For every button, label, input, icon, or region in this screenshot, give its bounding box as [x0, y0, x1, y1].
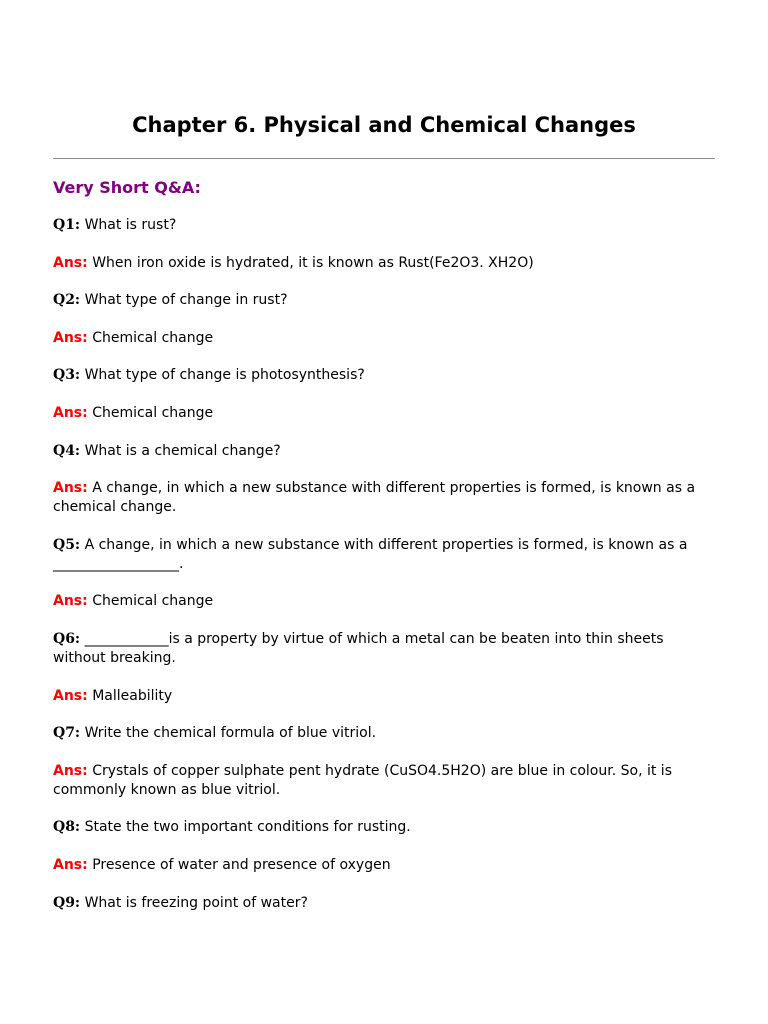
question-item — [53, 818, 715, 837]
answer-item — [53, 687, 715, 706]
question-text: What is freezing point of water? — [84, 894, 308, 911]
answer-text: Malleability — [92, 687, 173, 704]
answer-text: Chemical change — [92, 329, 214, 346]
question-item — [53, 536, 715, 574]
question-text: A change, in which a new substance with different properties is formed, is known as a __________________. — [53, 536, 688, 572]
question-label: Q8: — [53, 819, 81, 836]
question-text: What is a chemical change? — [84, 442, 281, 459]
question-item — [53, 216, 715, 235]
question-label: Q3: — [53, 367, 81, 384]
answer-label: Ans: — [53, 762, 88, 779]
question-label: Q9: — [53, 894, 81, 911]
question-label: Q6: — [53, 630, 81, 647]
answer-text: When iron oxide is hydrated, it is known as Rust(Fe2O3. XH2O) — [92, 254, 534, 271]
answer-label: Ans: — [53, 329, 88, 346]
question-label: Q5: — [53, 536, 81, 553]
question-text: Write the chemical formula of blue vitriol. — [84, 725, 377, 742]
answer-label: Ans: — [53, 404, 88, 421]
section-heading: Very Short Q&A: — [53, 178, 201, 197]
question-label: Q2: — [53, 292, 81, 309]
question-text: ____________is a property by virtue of which a metal can be beaten into thin sheets without breaking. — [53, 630, 664, 666]
answer-item — [53, 479, 715, 517]
answer-text: Crystals of copper sulphate pent hydrate (CuSO4.5H2O) are blue in colour. So, it is commonly known as blue vitriol. — [53, 762, 672, 798]
question-item — [53, 442, 715, 461]
question-text: What type of change in rust? — [84, 292, 288, 309]
answer-label: Ans: — [53, 593, 88, 610]
question-item — [53, 630, 715, 668]
question-item — [53, 366, 715, 385]
answer-item — [53, 592, 715, 611]
title-divider — [53, 158, 715, 159]
answer-label: Ans: — [53, 254, 88, 271]
question-item — [53, 724, 715, 743]
question-item — [53, 894, 715, 913]
answer-text: Chemical change — [92, 404, 214, 421]
answer-text: A change, in which a new substance with different properties is formed, is known as a chemical change. — [53, 480, 696, 516]
qa-list — [53, 216, 715, 931]
answer-label: Ans: — [53, 687, 88, 704]
question-label: Q7: — [53, 725, 81, 742]
answer-item — [53, 254, 715, 273]
question-item — [53, 291, 715, 310]
question-label: Q4: — [53, 442, 81, 459]
answer-label: Ans: — [53, 480, 88, 497]
answer-label: Ans: — [53, 856, 88, 873]
answer-item — [53, 762, 715, 800]
page-title: Chapter 6. Physical and Chemical Changes — [132, 113, 636, 137]
question-text: What type of change is photosynthesis? — [84, 367, 365, 384]
question-label: Q1: — [53, 217, 81, 233]
answer-item — [53, 404, 715, 423]
answer-text: Presence of water and presence of oxygen — [92, 856, 391, 873]
question-text: State the two important conditions for rusting. — [84, 819, 411, 836]
answer-item — [53, 856, 715, 875]
answer-item — [53, 329, 715, 348]
answer-text: Chemical change — [92, 593, 214, 610]
question-text: What is rust? — [84, 217, 177, 233]
